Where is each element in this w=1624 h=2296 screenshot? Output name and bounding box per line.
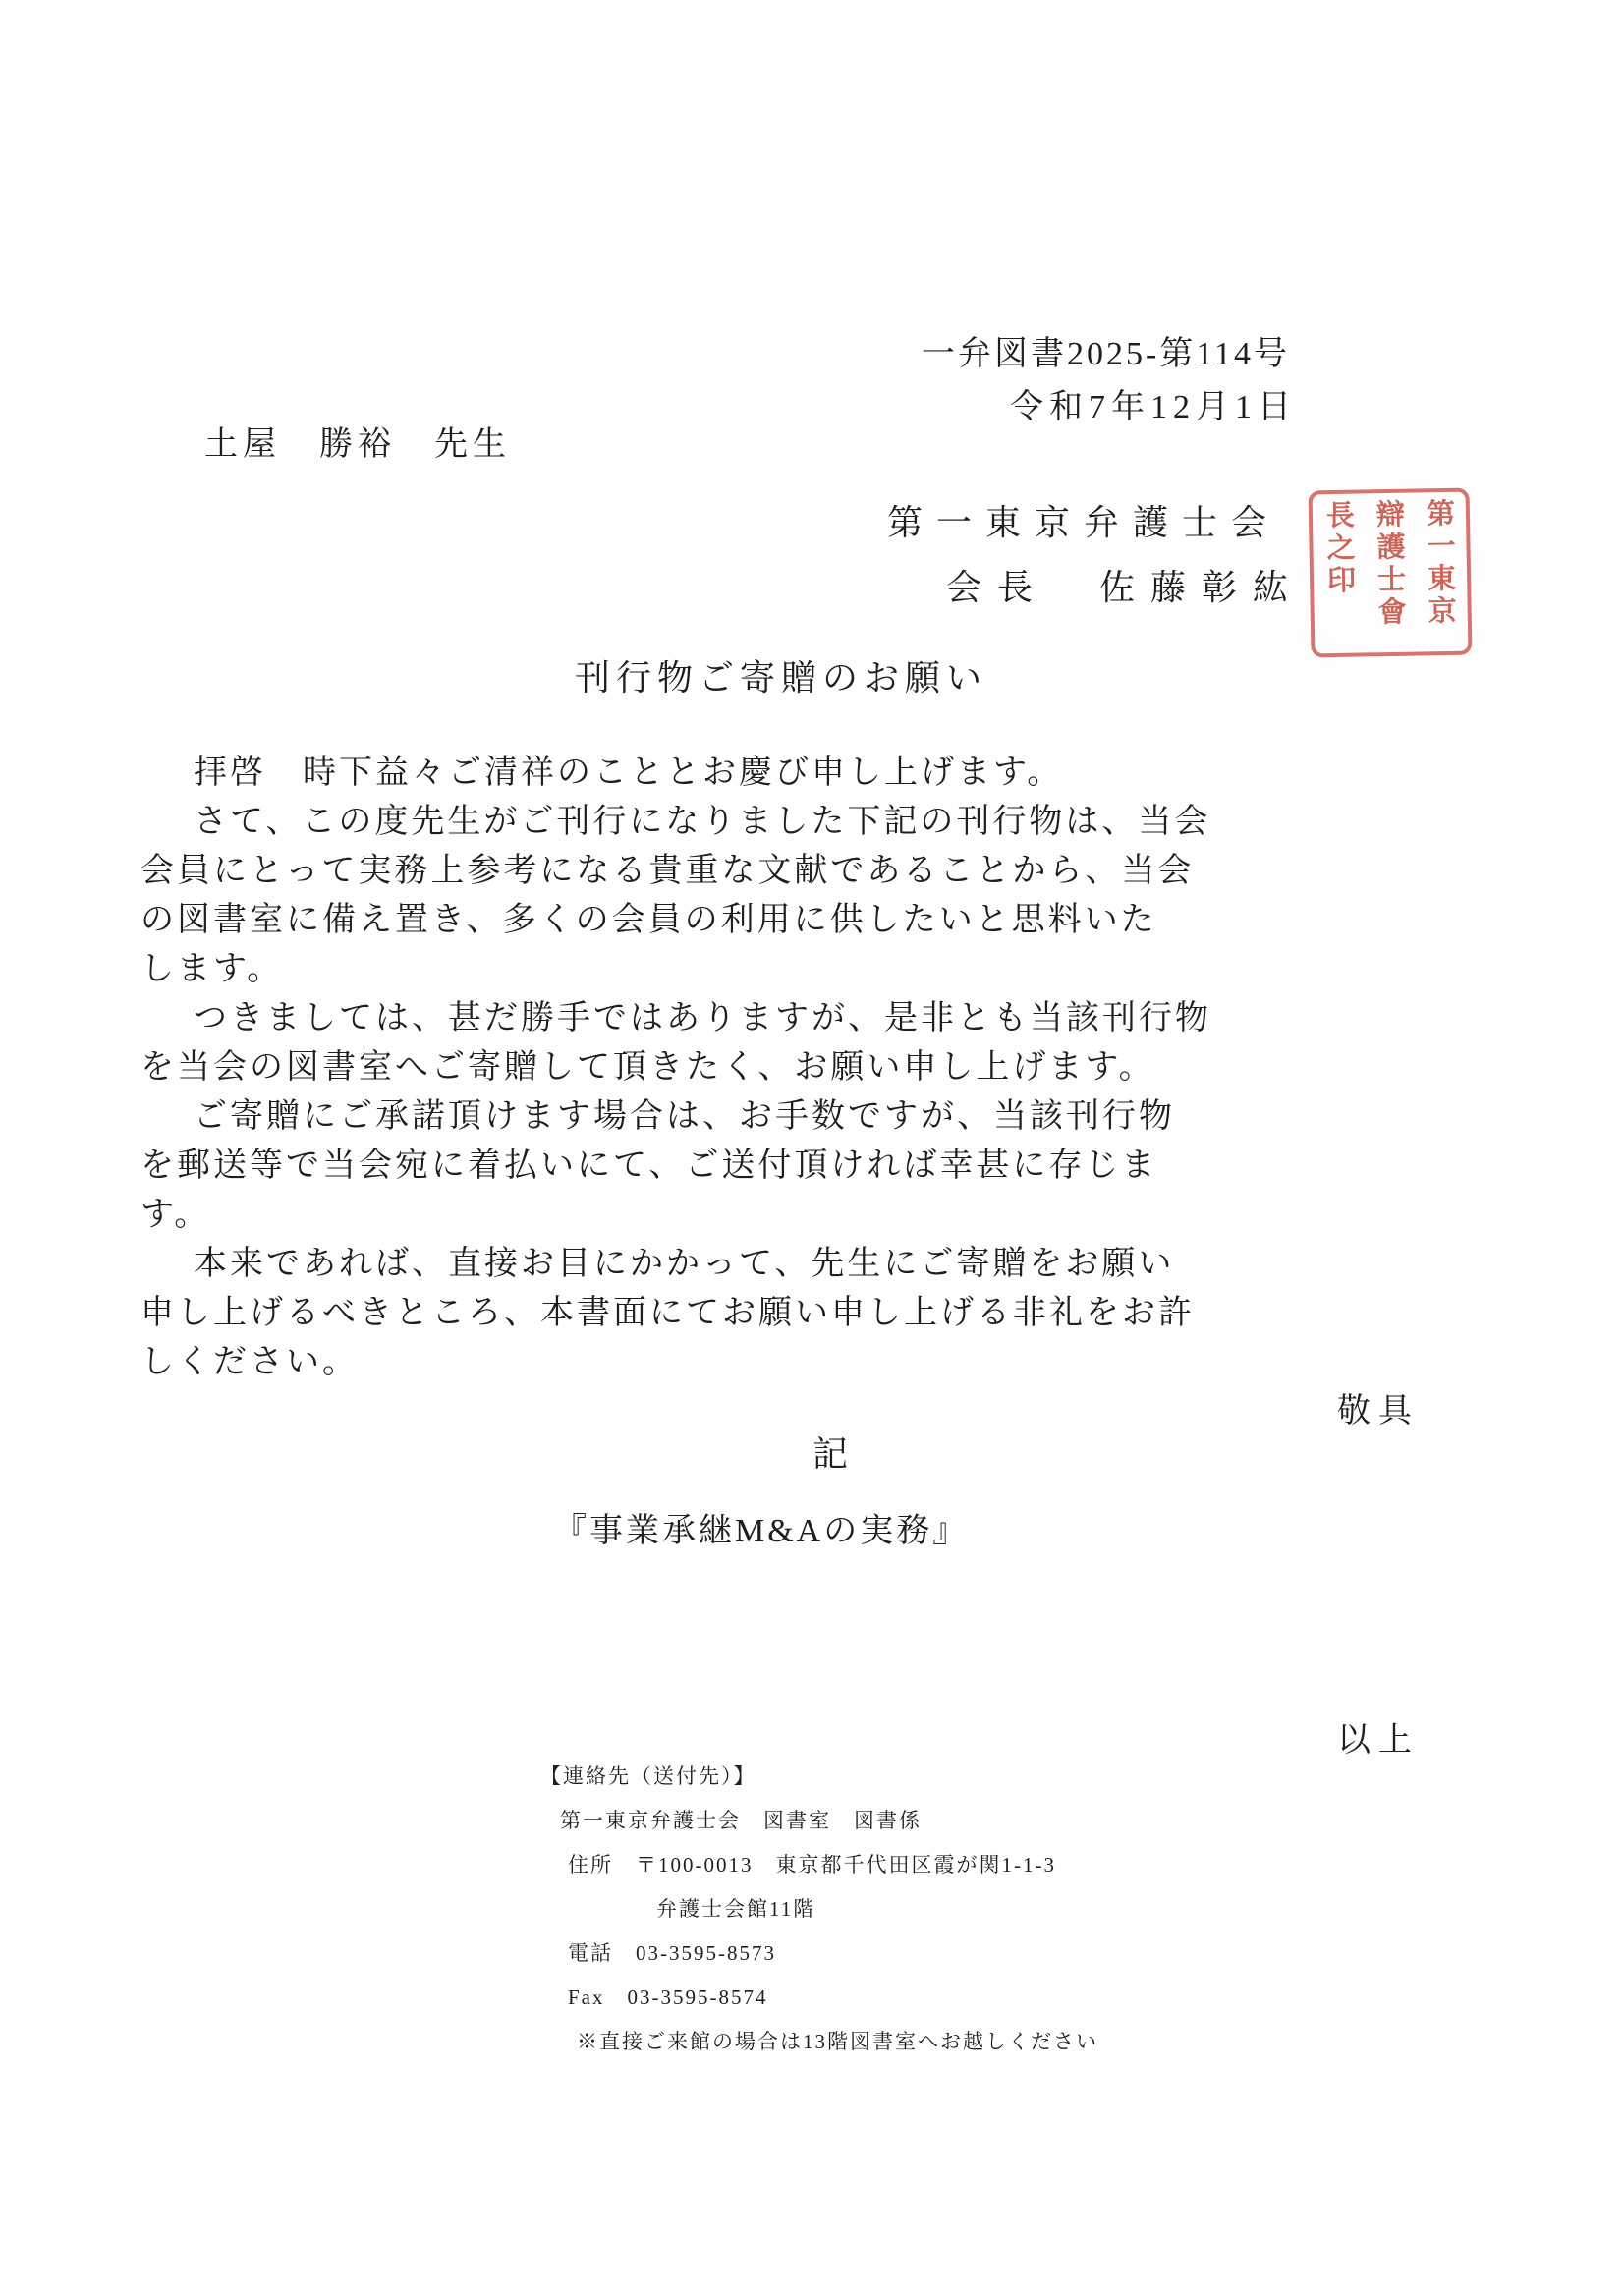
contact-phone: 電話 03-3595-8573	[568, 1941, 776, 1965]
sender-president-name: 会長 佐藤彰紘	[946, 568, 1305, 607]
contact-address: 住所 〒100-0013 東京都千代田区霞が関1-1-3	[568, 1853, 1056, 1876]
contact-heading: 【連絡先（送付先）】	[540, 1764, 756, 1788]
seal-column-right: 第一東京	[1422, 497, 1456, 629]
president-seal-stamp	[1309, 488, 1473, 658]
record-marker-ki: 記	[812, 1434, 849, 1474]
letter-title: 刊行物ご寄贈のお願い	[575, 658, 988, 698]
end-marker-ijou: 以上	[1337, 1722, 1420, 1759]
contact-fax: Fax 03-3595-8574	[568, 1986, 768, 2009]
body-line: しください。	[140, 1344, 359, 1380]
body-line: さて、この度先生がご刊行になりました下記の刊行物は、当会	[194, 804, 1211, 840]
contact-block	[540, 1760, 1098, 2069]
body-line: 申し上げるべきところ、本書面にてお願い申し上げる非礼をお許	[140, 1295, 1195, 1331]
closing-keigu: 敬具	[1337, 1393, 1420, 1429]
contact-address-building: 弁護士会館11階	[656, 1897, 816, 1921]
body-line: を当会の図書室へご寄贈して頂きたく、お願い申し上げます。	[140, 1049, 1155, 1086]
body-line: します。	[140, 951, 284, 987]
letter-body	[140, 752, 1211, 1390]
body-line: 会員にとって実務上参考になる貴重な文献であることから、当会	[140, 853, 1195, 889]
body-line: 拝啓 時下益々ご清祥のこととお慶び申し上げます。	[194, 755, 1064, 791]
body-line: つきましては、甚だ勝手ではありますが、是非とも当該刊行物	[194, 1000, 1211, 1036]
sender-organization: 第一東京弁護士会	[887, 503, 1281, 542]
contact-visit-note: ※直接ご来館の場合は13階図書室へお越しください	[577, 2030, 1098, 2053]
body-line: 本来であれば、直接お目にかかって、先生にご寄贈をお願い	[194, 1246, 1175, 1282]
document-date: 令和7年12月1日	[1010, 389, 1297, 425]
contact-department: 第一東京弁護士会 図書室 図書係	[560, 1809, 922, 1832]
seal-column-left: 長之印	[1321, 499, 1356, 598]
body-line: を郵送等で当会宛に着払いにて、ご送付頂ければ幸甚に存じま	[140, 1148, 1158, 1184]
document-number: 一弁図書2025-第114号	[922, 336, 1291, 372]
addressee-name: 土屋 勝裕 先生	[204, 426, 511, 463]
requested-book-title: 『事業承継M&Aの実務』	[553, 1513, 970, 1549]
body-line: ご寄贈にご承諾頂けます場合は、お手数ですが、当該刊行物	[194, 1098, 1175, 1135]
seal-column-middle: 辯護士會	[1372, 498, 1406, 630]
body-line: す。	[140, 1197, 211, 1233]
body-line: の図書室に備え置き、多くの会員の利用に供したいと思料いた	[140, 902, 1157, 938]
